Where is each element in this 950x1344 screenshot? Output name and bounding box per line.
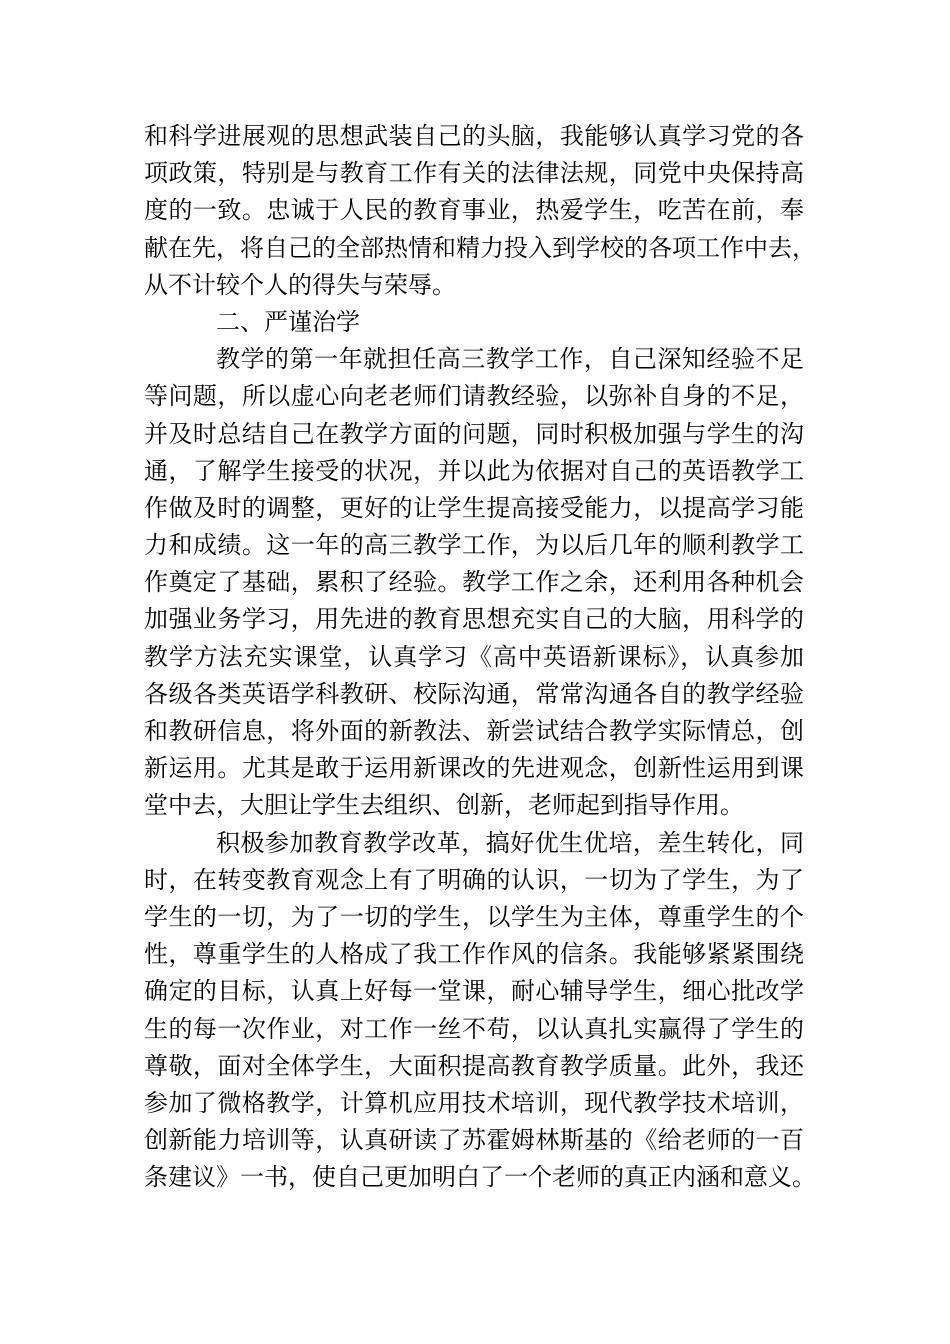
text-line: 条建议》一书，使自己更加明白了一个老师的真正内涵和意义。 <box>144 1163 816 1192</box>
text-line: 新运用。尤其是敢于运用新课改的先进观念，创新性运用到课 <box>144 754 804 783</box>
text-line: 力和成绩。这一年的高三教学工作，为以后几年的顺利教学工 <box>144 531 804 560</box>
text-line: 和教研信息，将外面的新教法、新尝试结合教学实际情总，创 <box>144 717 804 745</box>
text-line: 性，尊重学生的人格成了我工作作风的信条。我能够紧紧围绕 <box>144 940 804 969</box>
text-line: 确定的目标，认真上好每一堂课，耐心辅导学生，细心批改学 <box>144 977 804 1006</box>
text-line: 教学的第一年就担任高三教学工作，自己深知经验不足 <box>216 345 804 374</box>
text-line: 并及时总结自己在教学方面的问题，同时积极加强与学生的沟 <box>144 419 804 448</box>
text-line: 堂中去，大胆让学生去组织、创新，老师起到指导作用。 <box>144 791 744 820</box>
text-line: 通，了解学生接受的状况，并以此为依据对自己的英语教学工 <box>144 456 804 485</box>
text-line: 参加了微格教学，计算机应用技术培训，现代教学技术培训， <box>144 1088 804 1117</box>
text-line: 积极参加教育教学改革，搞好优生优培，差生转化，同 <box>216 828 804 857</box>
text-line: 作做及时的调整，更好的让学生提高接受能力，以提高学习能 <box>144 493 804 522</box>
text-line: 生的每一次作业，对工作一丝不苟，以认真扎实赢得了学生的 <box>144 1014 804 1043</box>
text-line: 各级各类英语学科教研、校际沟通，常常沟通各自的教学经验 <box>144 679 804 708</box>
text-line: 度的一致。忠诚于人民的教育事业，热爱学生，吃苦在前，奉 <box>144 196 804 225</box>
paragraph-2 <box>144 341 804 824</box>
paragraph-3 <box>144 825 816 1197</box>
text-line: 从不计较个人的得失与荣辱。 <box>144 270 456 299</box>
text-line: 和科学进展观的思想武装自己的头脑，我能够认真学习党的各 <box>144 122 804 150</box>
text-line: 尊敬，面对全体学生，大面积提高教育教学质量。此外，我还 <box>144 1051 804 1080</box>
text-line: 学生的一切，为了一切的学生，以学生为主体，尊重学生的个 <box>144 902 804 931</box>
text-line: 时，在转变教育观念上有了明确的认识，一切为了学生，为了 <box>144 865 804 894</box>
document-page <box>144 118 816 1196</box>
paragraph-1 <box>144 118 816 304</box>
text-line: 作奠定了基础，累积了经验。教学工作之余，还利用各种机会 <box>144 568 804 597</box>
text-line: 教学方法充实课堂，认真学习《高中英语新课标》，认真参加 <box>144 642 804 671</box>
section-heading: 二、严谨治学 <box>216 307 360 336</box>
text-line: 创新能力培训等，认真研读了苏霍姆林斯基的《给老师的一百 <box>144 1126 804 1155</box>
text-line: 献在先，将自己的全部热情和精力投入到学校的各项工作中去， <box>144 233 816 262</box>
text-line: 加强业务学习，用先进的教育思想充实自己的大脑，用科学的 <box>144 605 804 634</box>
text-line: 等问题，所以虚心向老老师们请教经验，以弥补自身的不足， <box>144 382 804 411</box>
text-line: 项政策，特别是与教育工作有关的法律法规，同党中央保持高 <box>144 159 804 188</box>
